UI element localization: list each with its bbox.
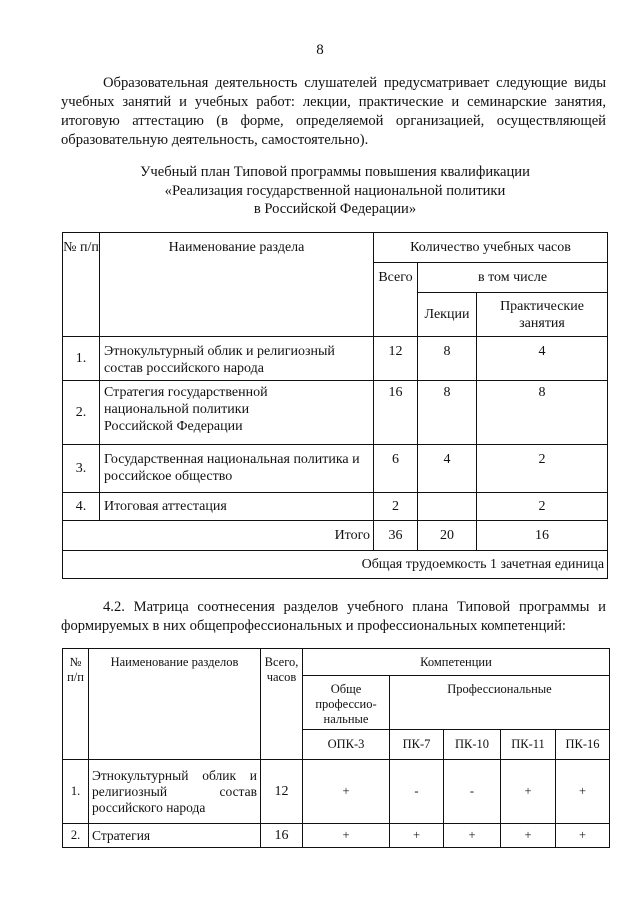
section-4-2-paragraph: 4.2. Матрица соотнесения разделов учебного плана Типовой программы и формируемых в них общепрофессиональных и профессиональных компетенций: xyxy=(61,599,606,634)
row-name: Итоговая аттестация xyxy=(100,493,374,521)
header-num: № п/п xyxy=(63,233,100,337)
competency-code: ОПК-3 xyxy=(303,730,390,760)
matrix-row-total: 16 xyxy=(261,824,303,848)
row-total: 12 xyxy=(374,337,418,381)
matrix-mark: + xyxy=(501,760,556,824)
plan-title-line-1: Учебный план Типовой программы повышения квалификации xyxy=(140,164,530,180)
workload-row xyxy=(63,551,608,579)
row-lectures: 8 xyxy=(418,381,477,445)
row-name: Государственная национальная политика и российское общество xyxy=(100,445,374,493)
header-including: в том числе xyxy=(418,263,608,293)
matrix-header-name: Наименование разделов xyxy=(89,649,261,760)
page-number: 8 xyxy=(316,42,324,58)
matrix-mark: + xyxy=(303,760,390,824)
totals-practical: 16 xyxy=(477,521,608,551)
row-practical: 2 xyxy=(477,493,608,521)
row-practical: 4 xyxy=(477,337,608,381)
table-row xyxy=(63,337,608,381)
matrix-mark: + xyxy=(556,824,610,848)
table-row xyxy=(63,760,610,824)
matrix-header-total: Всего, часов xyxy=(261,649,303,760)
header-lectures: Лекции xyxy=(418,293,477,337)
matrix-header-competencies: Компетенции xyxy=(303,649,610,676)
row-name-line: национальной политики xyxy=(104,402,250,417)
intro-paragraph: Образовательная деятельность слушателей предусматривает следующие виды учебных занятий и учебных работ: лекции, практические и семинарские занятия, итоговую аттестацию (в форме, определяемой организацией, осуществляющей образовательную деятельность, самостоятельно). xyxy=(61,75,606,148)
header-section-name: Наименование раздела xyxy=(100,233,374,337)
matrix-row-name: Этнокультурный облик и религиозный состав российского народа xyxy=(89,760,261,824)
competency-matrix-table xyxy=(62,648,610,848)
competency-code: ПК-11 xyxy=(501,730,556,760)
totals-label: Итого xyxy=(63,521,374,551)
matrix-header-general: Обще профессио-нальные xyxy=(303,676,390,730)
table-row xyxy=(63,445,608,493)
table-row xyxy=(63,493,608,521)
header-total: Всего xyxy=(374,263,418,337)
totals-row xyxy=(63,521,608,551)
matrix-mark: + xyxy=(556,760,610,824)
row-total: 2 xyxy=(374,493,418,521)
plan-title xyxy=(0,163,640,219)
row-num: 4. xyxy=(63,493,100,521)
competency-code: ПК-10 xyxy=(444,730,501,760)
row-name xyxy=(100,381,374,445)
row-total: 6 xyxy=(374,445,418,493)
matrix-mark: + xyxy=(390,824,444,848)
curriculum-plan-table xyxy=(62,232,608,579)
matrix-row-num: 1. xyxy=(63,760,89,824)
matrix-row-total: 12 xyxy=(261,760,303,824)
row-total: 16 xyxy=(374,381,418,445)
row-name-line: Российской Федерации xyxy=(104,419,243,434)
totals-lectures: 20 xyxy=(418,521,477,551)
row-name: Этнокультурный облик и религиозный состав российского народа xyxy=(100,337,374,381)
row-name-line: Стратегия государственной xyxy=(104,385,268,400)
matrix-row-name: Стратегия xyxy=(89,824,261,848)
matrix-mark: - xyxy=(390,760,444,824)
row-num: 3. xyxy=(63,445,100,493)
matrix-header-professional: Профессиональные xyxy=(390,676,610,730)
header-practical: Практические занятия xyxy=(477,293,608,337)
matrix-mark: + xyxy=(501,824,556,848)
row-lectures: 8 xyxy=(418,337,477,381)
row-lectures: 4 xyxy=(418,445,477,493)
table-row xyxy=(63,824,610,848)
header-hours: Количество учебных часов xyxy=(374,233,608,263)
matrix-header-num: № п/п xyxy=(63,649,89,760)
row-num: 1. xyxy=(63,337,100,381)
matrix-row-num: 2. xyxy=(63,824,89,848)
row-num: 2. xyxy=(63,381,100,445)
row-practical: 2 xyxy=(477,445,608,493)
row-lectures xyxy=(418,493,477,521)
table-row xyxy=(63,381,608,445)
matrix-mark: - xyxy=(444,760,501,824)
matrix-mark: + xyxy=(303,824,390,848)
total-workload: Общая трудоемкость 1 зачетная единица xyxy=(63,551,608,579)
plan-title-line-3: в Российской Федерации» xyxy=(253,201,417,217)
matrix-mark: + xyxy=(444,824,501,848)
competency-code: ПК-16 xyxy=(556,730,610,760)
competency-code: ПК-7 xyxy=(390,730,444,760)
totals-total: 36 xyxy=(374,521,418,551)
plan-title-line-2: «Реализация государственной национальной политики xyxy=(164,182,506,199)
row-practical: 8 xyxy=(477,381,608,445)
